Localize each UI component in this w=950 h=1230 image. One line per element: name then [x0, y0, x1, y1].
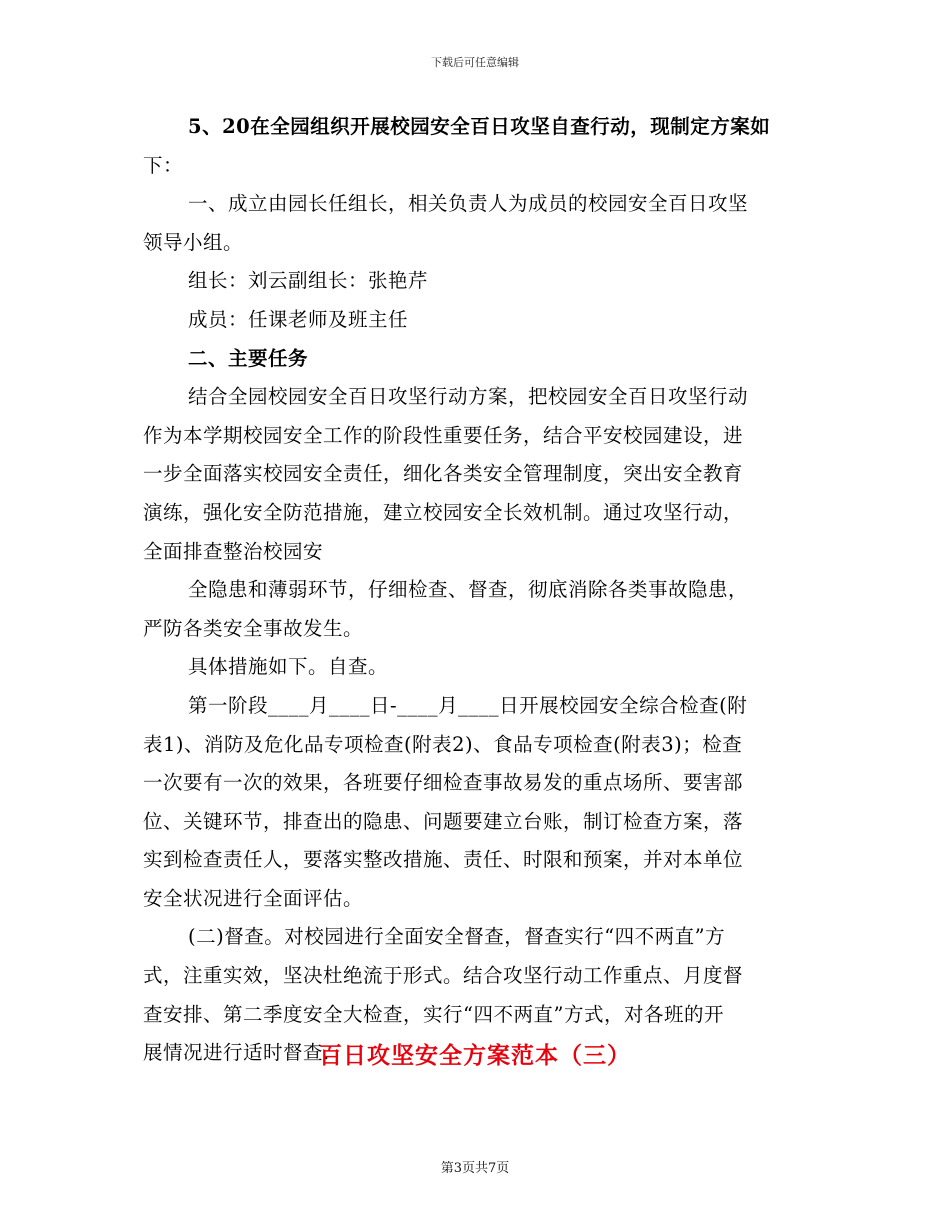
paragraph-line: 结合全园校园安全百日攻坚行动方案，把校园安全百日攻坚行动 [188, 385, 749, 409]
paragraph-line: 全隐患和薄弱环节，仔细检查、督查，彻底消除各类事故隐患， [188, 578, 749, 602]
paragraph-line: (二)督查。对校园进行全面安全督查，督查实行“四不两直”方 [188, 925, 726, 949]
paragraph-line: 一步全面落实校园安全责任，细化各类安全管理制度，突出安全教育 [143, 462, 744, 486]
paragraph-line: 一、成立由园长任组长，相关负责人为成员的校园安全百日攻坚 [188, 192, 749, 216]
paragraph-line: 下： [143, 153, 184, 177]
paragraph-line: 表1)、消防及危化品专项检查(附表2)、食品专项检查(附表3)；检查 [143, 732, 743, 756]
paragraph-line: 第一阶段____月____日-____月____日开展校园安全综合检查(附 [188, 693, 748, 717]
paragraph-line: 实到检查责任人，要落实整改措施、责任、时限和预案，并对本单位 [143, 848, 744, 872]
paragraph-line: 演练，强化安全防范措施，建立校园安全长效机制。通过攻坚行动， [143, 500, 744, 524]
paragraph-line: 组长：刘云副组长：张艳芹 [188, 269, 429, 293]
paragraph-line: 5、20在全园组织开展校园安全百日攻坚自查行动，现制定方案如 [188, 115, 771, 138]
paragraph-line: 式，注重实效，坚决杜绝流于形式。结合攻坚行动工作重点、月度督 [143, 964, 744, 988]
section-heading: 二、主要任务 [188, 346, 309, 370]
paragraph-line: 展情况进行适时督查. [143, 1041, 330, 1065]
page-header: 下载后可任意编辑 [431, 56, 519, 69]
paragraph-line: 位、关键环节，排查出的隐患、问题要建立台账，制订检查方案，落 [143, 809, 744, 833]
paragraph-line: 安全状况进行全面评估。 [143, 886, 364, 910]
paragraph-line: 领导小组。 [143, 230, 244, 254]
paragraph-line: 严防各类安全事故发生。 [143, 616, 364, 640]
paragraph-line: 具体措施如下。自查。 [188, 655, 389, 679]
paragraph-line: 成员：任课老师及班主任 [188, 307, 409, 331]
paragraph-line: 全面排查整治校园安 [143, 539, 324, 563]
page-footer: 第3页共7页 [440, 1161, 510, 1176]
paragraph-line: 查安排、第二季度安全大检查，实行“四不两直”方式，对各班的开 [143, 1002, 724, 1026]
document-body [143, 108, 807, 1073]
section-title: 百日攻坚安全方案范本（三） [319, 1042, 631, 1069]
paragraph-line: 作为本学期校园安全工作的阶段性重要任务，结合平安校园建设，进 [143, 423, 744, 447]
paragraph-line: 一次要有一次的效果，各班要仔细检查事故易发的重点场所、要害部 [143, 771, 744, 795]
